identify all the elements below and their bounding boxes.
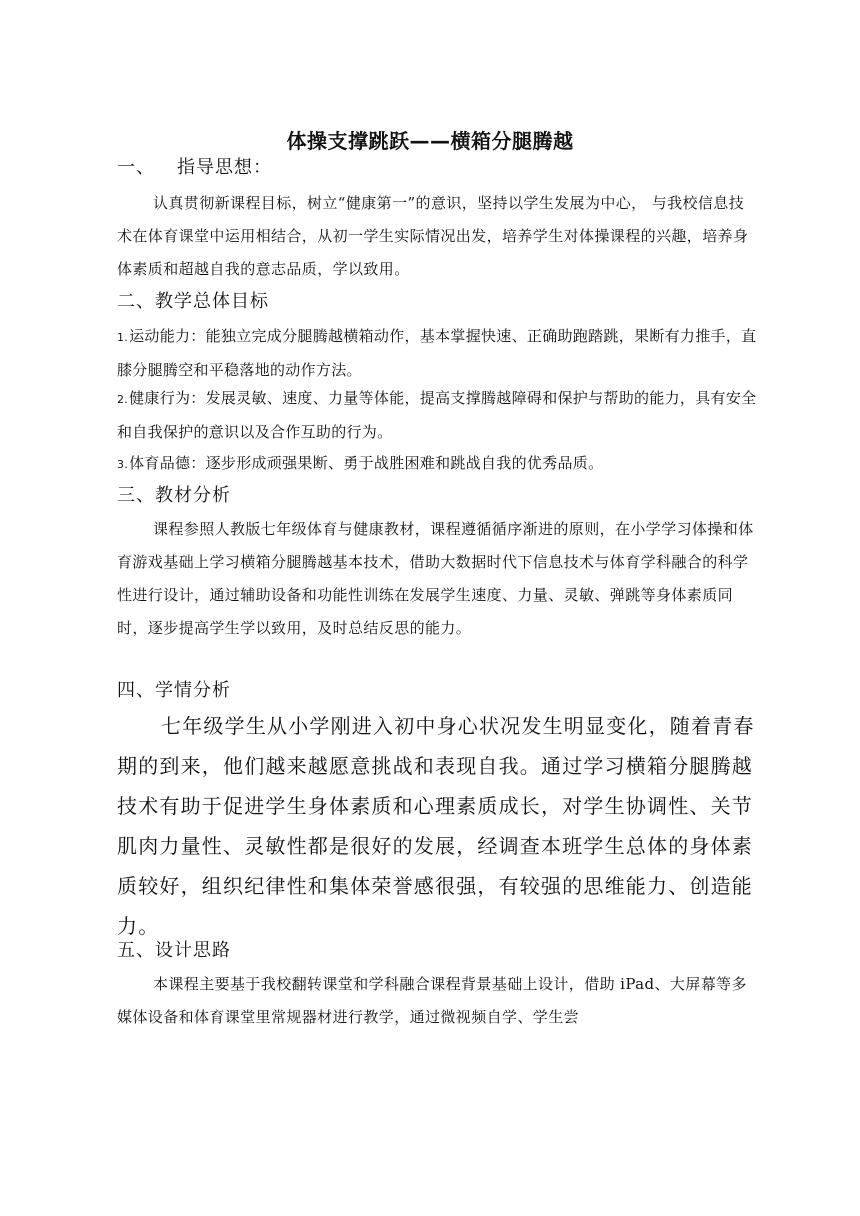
goal-item-text: 运动能力：能独立完成分腿腾越横箱动作，基本掌握快速、正确助跑踏跳，果断有力推手，直膝分腿腾空和平稳落地的动作方法。	[117, 327, 757, 379]
goal-item	[117, 447, 757, 481]
section-heading-student-analysis: 四、学情分析	[117, 680, 231, 701]
section-heading-guiding-ideology	[117, 155, 272, 181]
goal-item-text: 体育品德：逐步形成顽强果断、勇于战胜困难和跳战自我的优秀品质。	[129, 454, 604, 472]
section-heading-teaching-goals: 二、教学总体目标	[117, 291, 269, 312]
section-body-material-analysis: 课程参照人教版七年级体育与健康教材，课程遵循循序渐进的原则，在小学学习体操和体育游戏基础上学习横箱分腿腾越基本技术，借助大数据时代下信息技术与体育学科融合的科学性进行设计，通过辅助设备和功能性训练在发展学生速度、力量、灵敏、弹跳等身体素质同时，逐步提高学生学以致用，及时总结反思的能力。	[117, 520, 754, 637]
goal-item-number: 2.	[117, 393, 129, 406]
goal-item-text: 健康行为：发展灵敏、速度、力量等体能，提高支撑腾越障碍和保护与帮助的能力，具有安全和自我保护的意识以及合作互助的行为。	[117, 389, 757, 441]
goal-item	[117, 320, 757, 387]
section-heading-design-approach: 五、设计思路	[117, 940, 231, 961]
goal-item-number: 3.	[117, 458, 129, 471]
section-body-design-approach: 本课程主要基于我校翻转课堂和学科融合课程背景基础上设计，借助 iPad、大屏幕等多媒体设备和体育课堂里常规器材进行教学，通过微视频自学、学生尝	[117, 975, 747, 1026]
document-title: 体操支撑跳跃——横箱分腿腾越	[286, 129, 574, 153]
section-number: 一、	[117, 157, 155, 178]
section-body-student-analysis: 七年级学生从小学刚进入初中身心状况发生明显变化，随着青春期的到来，他们越来越愿意挑战和表现自我。通过学习横箱分腿腾越技术有助于促进学生身体素质和心理素质成长，对学生协调性、关节肌肉力量性、灵敏性都是很好的发展，经调查本班学生总体的身体素质较好，组织纪律性和集体荣誉感很强，有较强的思维能力、创造能力。	[117, 714, 755, 938]
goal-item	[117, 382, 757, 449]
section-heading-text: 指导思想：	[177, 157, 272, 178]
section-heading-material-analysis: 三、教材分析	[117, 485, 231, 506]
section-body-guiding-ideology: 认真贯彻新课程目标，树立“健康第一”的意识，坚持以学生发展为中心， 与我校信息技术在体育课堂中运用相结合，从初一学生实际情况出发，培养学生对体操课程的兴趣，培养身体素质和超越自我的意志品质，学以致用。	[117, 194, 749, 278]
goal-item-number: 1.	[117, 331, 129, 344]
